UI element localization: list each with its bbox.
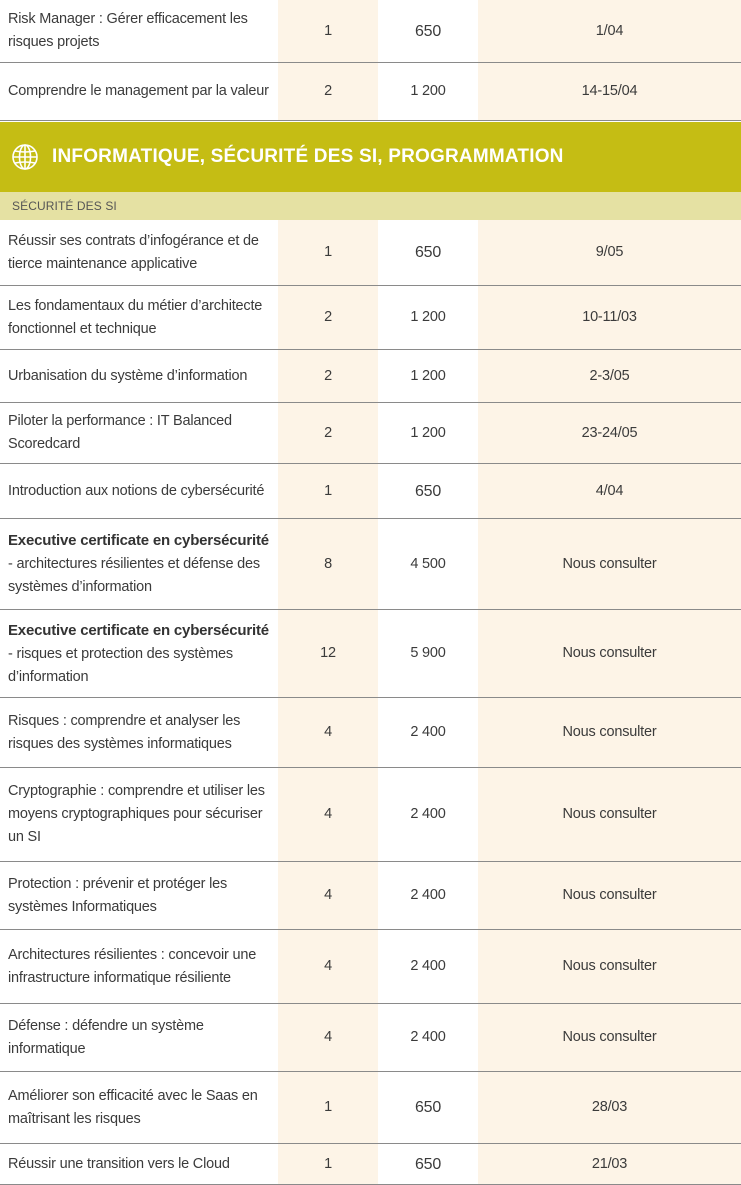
table-row [0,286,741,350]
course-price: 2 400 [378,698,478,767]
course-price: 1 200 [378,403,478,463]
course-dates: Nous consulter [478,610,741,697]
course-days: 4 [278,768,378,861]
course-title: Les fondamentaux du métier d’architecte fonctionnel et technique [0,286,278,349]
course-title [0,519,278,609]
section-title: INFORMATIQUE, SÉCURITÉ DES SI, PROGRAMMATION [52,146,564,167]
course-days: 12 [278,610,378,697]
course-title: Cryptographie : comprendre et utiliser les moyens cryptographiques pour sécuriser un SI [0,768,278,861]
course-days: 8 [278,519,378,609]
course-title: Architectures résilientes : concevoir une infrastructure informatique résiliente [0,930,278,1003]
course-title-bold: Executive certificate en cybersécurité [8,621,269,639]
course-price: 650 [378,464,478,518]
course-dates: Nous consulter [478,698,741,767]
course-title-rest: - architectures résilientes et défense des systèmes d’information [8,556,260,595]
course-title: Risk Manager : Gérer efficacement les risques projets [0,0,278,62]
course-days: 2 [278,63,378,120]
table-row [0,930,741,1004]
table-row [0,63,741,121]
course-title: Risques : comprendre et analyser les risques des systèmes informatiques [0,698,278,767]
course-title: Améliorer son efficacité avec le Saas en maîtrisant les risques [0,1072,278,1143]
course-price: 2 400 [378,1004,478,1071]
table-row [0,464,741,519]
course-price: 650 [378,1144,478,1184]
globe-icon [10,142,40,172]
course-title: Défense : défendre un système informatique [0,1004,278,1071]
course-title: Comprendre le management par la valeur [0,63,278,120]
course-days: 1 [278,464,378,518]
table-row [0,1144,741,1185]
course-title: Piloter la performance : IT Balanced Scoredcard [0,403,278,463]
course-price: 1 200 [378,286,478,349]
table-row [0,350,741,403]
course-dates: Nous consulter [478,1004,741,1071]
course-days: 4 [278,930,378,1003]
table-row [0,862,741,930]
course-price: 5 900 [378,610,478,697]
course-title: Réussir ses contrats d’infogérance et de tierce maintenance applicative [0,220,278,285]
course-price: 1 200 [378,350,478,402]
table-row [0,0,741,63]
course-title [0,610,278,697]
course-dates: 14-15/04 [478,63,741,120]
table-row [0,1072,741,1144]
table-row [0,768,741,862]
course-price: 1 200 [378,63,478,120]
course-days: 2 [278,403,378,463]
course-dates: 21/03 [478,1144,741,1184]
course-price: 2 400 [378,768,478,861]
course-days: 4 [278,862,378,929]
course-title: Introduction aux notions de cybersécurité [0,464,278,518]
course-dates: 23-24/05 [478,403,741,463]
course-price: 4 500 [378,519,478,609]
course-dates: Nous consulter [478,930,741,1003]
course-dates: Nous consulter [478,519,741,609]
course-title-bold: Executive certificate en cybersécurité [8,532,269,549]
course-days: 1 [278,220,378,285]
course-days: 1 [278,1072,378,1143]
course-days: 2 [278,286,378,349]
course-price: 2 400 [378,930,478,1003]
course-days: 4 [278,1004,378,1071]
course-days: 1 [278,0,378,62]
subsection-header: SÉCURITÉ DES SI [0,192,741,220]
course-dates: 28/03 [478,1072,741,1143]
course-title: Protection : prévenir et protéger les systèmes Informatiques [0,862,278,929]
course-dates: 4/04 [478,464,741,518]
course-days: 2 [278,350,378,402]
course-dates: 1/04 [478,0,741,62]
course-dates: Nous consulter [478,768,741,861]
course-title-rest: - risques et protection des systèmes d’information [8,645,233,685]
course-price: 650 [378,1072,478,1143]
table-row [0,220,741,286]
course-dates: Nous consulter [478,862,741,929]
table-row [0,519,741,610]
table-row [0,403,741,464]
table-row [0,698,741,768]
course-days: 1 [278,1144,378,1184]
course-dates: 2-3/05 [478,350,741,402]
table-row [0,1004,741,1072]
course-dates: 10-11/03 [478,286,741,349]
course-price: 2 400 [378,862,478,929]
course-price: 650 [378,220,478,285]
course-title: Réussir une transition vers le Cloud [0,1144,278,1184]
table-row [0,610,741,698]
course-dates: 9/05 [478,220,741,285]
section-header [0,122,741,192]
course-title: Urbanisation du système d’information [0,350,278,402]
course-price: 650 [378,0,478,62]
course-days: 4 [278,698,378,767]
